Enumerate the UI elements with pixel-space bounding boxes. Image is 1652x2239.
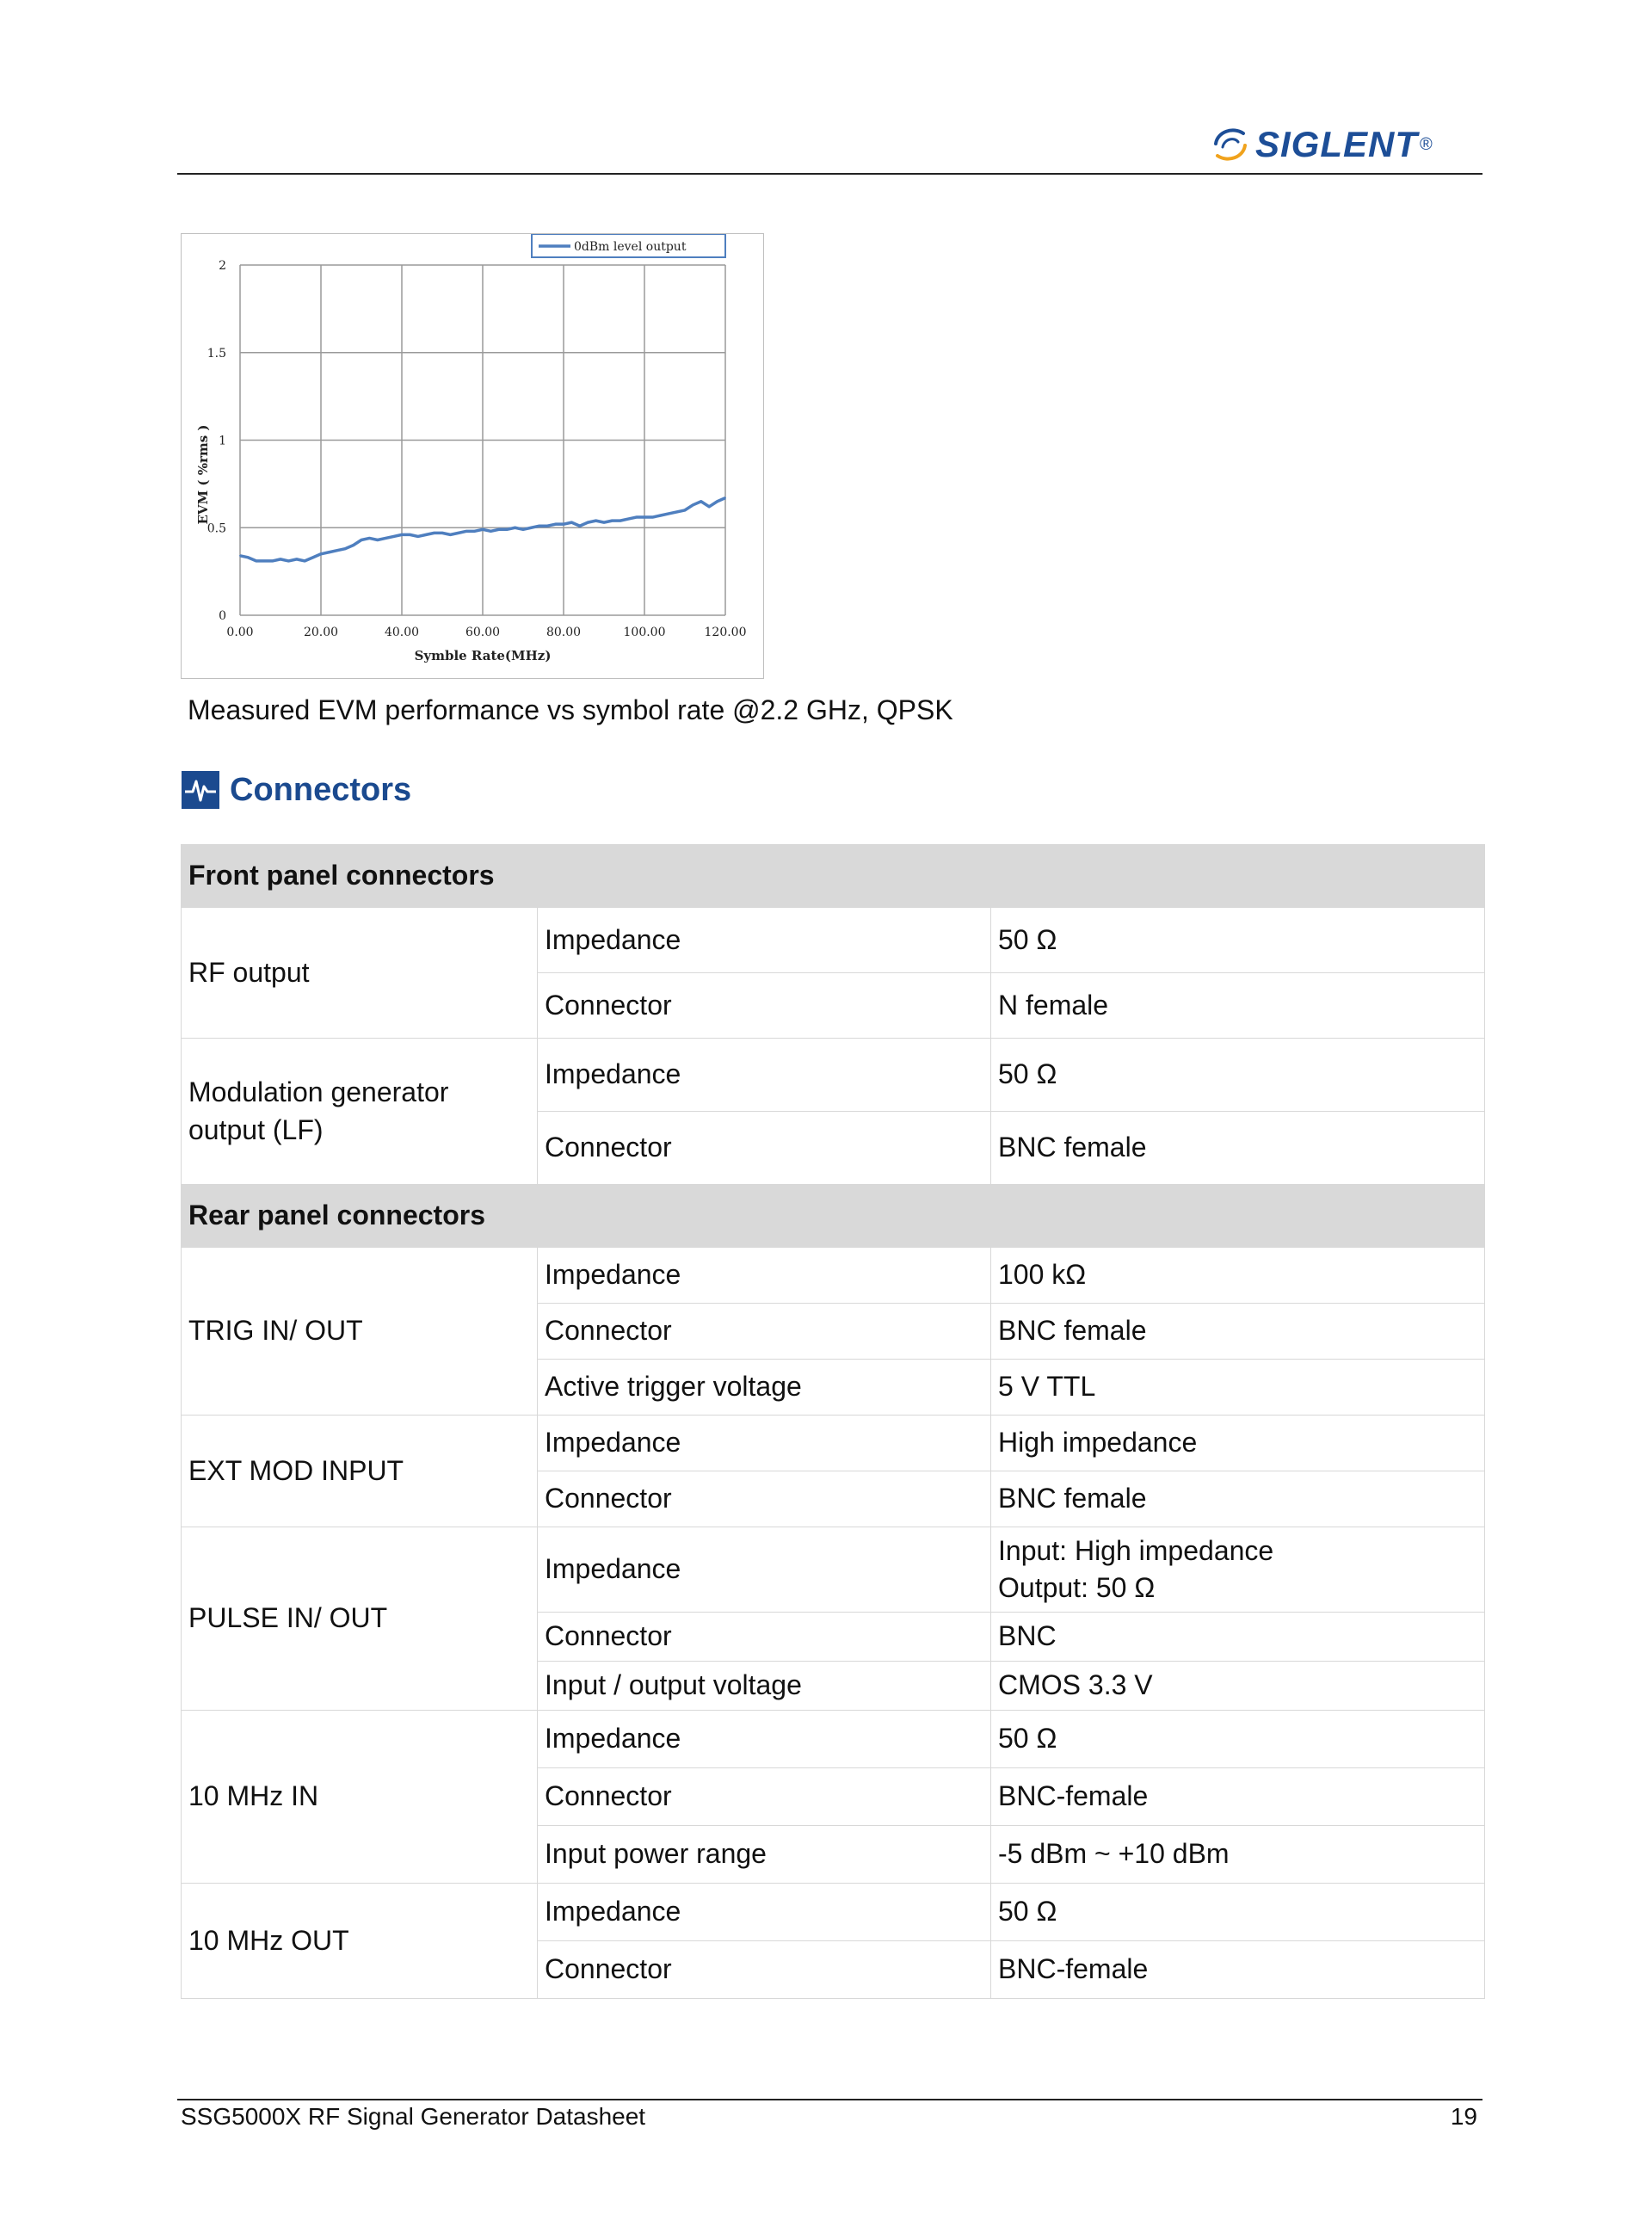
chart-caption: Measured EVM performance vs symbol rate @2.2 GHz, QPSK (188, 694, 953, 725)
x-tick-label: 20.00 (303, 626, 339, 639)
cell-text: Active trigger voltage (545, 1371, 802, 1403)
value-cell (991, 1304, 1485, 1360)
cell-text: 50 Ω (998, 1723, 1057, 1755)
data-point (393, 536, 395, 538)
data-point (498, 528, 500, 530)
cell-text: Connector (545, 1780, 672, 1812)
logo-text: SIGLENT (1255, 124, 1419, 164)
data-point (522, 528, 524, 530)
parameter-cell (538, 1768, 991, 1826)
parameter-cell (538, 1248, 991, 1304)
data-point (555, 523, 557, 525)
parameter-cell (538, 1941, 991, 1999)
x-tick-label: 60.00 (465, 626, 501, 639)
data-point (344, 548, 346, 550)
data-point (353, 545, 354, 546)
table-row (182, 1039, 1485, 1112)
data-point (627, 518, 629, 520)
cell-text: Input power range (545, 1838, 767, 1870)
data-point (708, 506, 710, 508)
table-group-row (182, 1185, 1485, 1248)
parameter-cell (538, 1884, 991, 1941)
data-point (546, 525, 548, 527)
data-point (272, 560, 274, 562)
data-point (531, 527, 533, 528)
value-cell (991, 1112, 1485, 1185)
value-cell (991, 1941, 1485, 1999)
data-point (490, 530, 492, 532)
data-point (636, 516, 638, 518)
data-point (603, 521, 605, 523)
cell-text: Impedance (545, 1427, 681, 1459)
data-point (256, 560, 257, 562)
waveform-icon (182, 771, 219, 809)
x-tick-label: 80.00 (546, 626, 582, 639)
data-point (361, 540, 362, 541)
data-point (280, 558, 281, 560)
cell-text: Connector (545, 1620, 672, 1652)
cell-text: 50 Ω (998, 923, 1057, 955)
value-cell (991, 1527, 1485, 1613)
siglent-logo (1209, 120, 1465, 169)
value-cell (991, 1662, 1485, 1711)
parameter-cell (538, 1416, 991, 1471)
parameter-cell (538, 1039, 991, 1112)
data-point (296, 558, 298, 560)
cell-text: Impedance (545, 1058, 681, 1090)
cell-text: Modulation generator output (LF) (188, 1076, 449, 1145)
cell-text: -5 dBm ~ +10 dBm (998, 1838, 1230, 1870)
cell-text: Output: 50 Ω (998, 1572, 1156, 1603)
cell-text: Connector (545, 1315, 672, 1347)
table-row (182, 1248, 1485, 1304)
cell-text: 50 Ω (998, 1896, 1057, 1928)
cell-text: Impedance (545, 1723, 681, 1755)
header-rule (177, 173, 1482, 175)
data-point (652, 516, 654, 518)
data-point (369, 538, 371, 540)
parameter-cell (538, 908, 991, 973)
registered-mark: ® (1420, 134, 1433, 154)
data-point (539, 525, 540, 527)
y-tick-label: 2 (219, 259, 226, 273)
cell-text: CMOS 3.3 V (998, 1669, 1153, 1701)
connector-name (182, 1884, 538, 1999)
connector-name (182, 1039, 538, 1185)
x-axis-title: Symble Rate(MHz) (414, 648, 552, 663)
y-tick-label: 1 (219, 434, 226, 448)
data-point (579, 525, 581, 527)
table-row (182, 1527, 1485, 1613)
data-point (417, 536, 419, 538)
data-point (425, 534, 427, 535)
cell-text: RF output (188, 956, 310, 988)
data-point (668, 513, 669, 515)
parameter-cell (538, 973, 991, 1039)
data-point (263, 560, 265, 562)
data-point (288, 560, 290, 562)
data-point (587, 521, 589, 523)
value-cell (991, 1826, 1485, 1884)
cell-text: BNC female (998, 1483, 1147, 1514)
cell-text: BNC (998, 1620, 1057, 1652)
value-cell (991, 1039, 1485, 1112)
value-cell (991, 1471, 1485, 1527)
data-point (434, 532, 435, 534)
cell-text: Connector (545, 989, 672, 1021)
y-tick-label: 0 (219, 609, 226, 623)
group-header (182, 1185, 1485, 1248)
data-point (506, 528, 508, 530)
table-row (182, 1884, 1485, 1941)
parameter-cell (538, 1527, 991, 1613)
data-point (458, 532, 459, 534)
data-point (700, 501, 702, 503)
cell-text: Connector (545, 1953, 672, 1985)
parameter-cell (538, 1613, 991, 1662)
connector-name (182, 1527, 538, 1711)
data-point (450, 534, 452, 535)
value-cell (991, 1613, 1485, 1662)
data-point (248, 557, 250, 558)
data-point (401, 534, 403, 535)
y-axis-title: EVM ( %rms ) (195, 424, 211, 525)
parameter-cell (538, 1662, 991, 1711)
cell-text: N female (998, 989, 1109, 1021)
data-point (474, 530, 476, 532)
table-group-row (182, 845, 1485, 908)
x-tick-label: 100.00 (623, 626, 666, 639)
data-point (595, 520, 597, 521)
connector-name (182, 1416, 538, 1527)
data-point (620, 520, 621, 521)
cell-text: TRIG IN/ OUT (188, 1315, 363, 1347)
data-point (329, 552, 330, 553)
data-point (385, 538, 386, 540)
connector-name (182, 1711, 538, 1884)
data-point (571, 521, 573, 523)
cell-text: BNC female (998, 1315, 1147, 1347)
cell-text: Input / output voltage (545, 1669, 802, 1701)
x-tick-label: 40.00 (384, 626, 420, 639)
cell-text: 10 MHz IN (188, 1780, 319, 1812)
data-point (724, 497, 726, 499)
cell-text: BNC female (998, 1132, 1147, 1163)
value-cell (991, 973, 1485, 1039)
cell-text: Impedance (545, 1259, 681, 1291)
cell-text: High impedance (998, 1427, 1198, 1459)
parameter-cell (538, 1360, 991, 1416)
data-point (377, 540, 379, 541)
table-row (182, 1711, 1485, 1768)
value-cell (991, 1884, 1485, 1941)
siglent-swirl-icon (1209, 123, 1252, 166)
x-tick-label: 120.00 (704, 626, 747, 639)
cell-text: Input: High impedance (998, 1534, 1274, 1566)
cell-text: 5 V TTL (998, 1371, 1096, 1403)
value-cell (991, 1768, 1485, 1826)
table-row (182, 908, 1485, 973)
legend-label: 0dBm level output (574, 240, 687, 254)
parameter-cell (538, 1471, 991, 1527)
parameter-cell (538, 1711, 991, 1768)
value-cell (991, 1248, 1485, 1304)
cell-text: PULSE IN/ OUT (188, 1602, 388, 1634)
footer-doc-title: SSG5000X RF Signal Generator Datasheet (181, 2103, 646, 2130)
cell-text: Impedance (545, 1896, 681, 1928)
connector-name (182, 908, 538, 1039)
data-point (239, 555, 241, 557)
footer-page-number: 19 (1450, 2103, 1477, 2130)
table-row (182, 1416, 1485, 1471)
data-point (482, 528, 484, 530)
cell-text: 10 MHz OUT (188, 1924, 349, 1956)
value-cell (991, 908, 1485, 973)
cell-text: 50 Ω (998, 1058, 1057, 1090)
data-point (693, 504, 694, 506)
data-point (612, 520, 613, 521)
data-point (312, 557, 314, 558)
connector-name (182, 1248, 538, 1416)
cell-text: Impedance (545, 923, 681, 955)
y-tick-label: 1.5 (206, 346, 226, 361)
parameter-cell (538, 1826, 991, 1884)
data-point (563, 523, 564, 525)
cell-text: Connector (545, 1483, 672, 1514)
data-point (676, 511, 678, 513)
data-point (684, 509, 686, 511)
footer-rule (177, 2099, 1482, 2100)
cell-text: EXT MOD INPUT (188, 1454, 404, 1486)
cell-text: BNC-female (998, 1953, 1149, 1985)
data-point (320, 553, 322, 555)
data-point (410, 534, 411, 535)
cell-text: Rear panel connectors (188, 1200, 485, 1231)
cell-text: Connector (545, 1132, 672, 1163)
evm-chart (181, 233, 764, 679)
data-point (717, 501, 718, 503)
connectors-table-body (182, 845, 1485, 1999)
data-point (515, 527, 516, 528)
value-cell (991, 1711, 1485, 1768)
parameter-cell (538, 1112, 991, 1185)
cell-text: Front panel connectors (188, 860, 495, 891)
section-title: Connectors (230, 771, 412, 808)
section-heading (182, 769, 411, 811)
cell-text: BNC-female (998, 1780, 1149, 1812)
value-cell (991, 1360, 1485, 1416)
parameter-cell (538, 1304, 991, 1360)
value-cell (991, 1416, 1485, 1471)
data-point (660, 515, 662, 516)
cell-text: 100 kΩ (998, 1259, 1087, 1291)
data-point (336, 550, 338, 552)
data-point (304, 560, 305, 562)
data-point (465, 530, 467, 532)
x-tick-label: 0.00 (226, 626, 254, 639)
data-point (441, 532, 443, 534)
evm-chart-svg (182, 234, 765, 680)
cell-text: Impedance (545, 1553, 681, 1585)
data-point (644, 516, 645, 518)
connectors-table (181, 844, 1485, 1999)
y-tick-label: 0.5 (206, 521, 226, 536)
group-header (182, 845, 1485, 908)
